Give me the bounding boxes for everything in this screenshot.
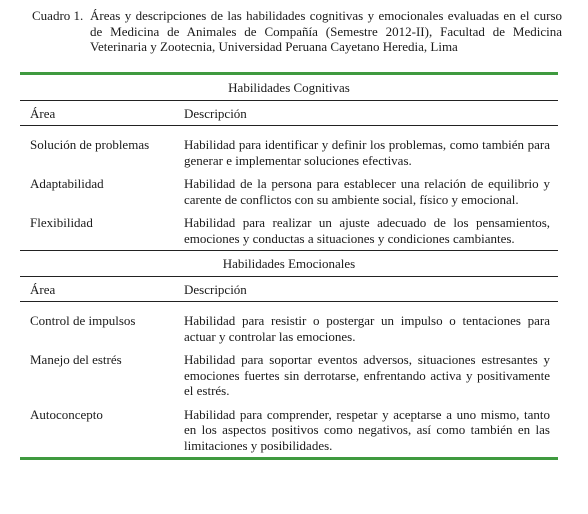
section-title-cognitive: Habilidades Cognitivas	[228, 80, 350, 95]
column-header-description: Descripción	[184, 105, 247, 121]
caption-label: Cuadro 1.	[32, 8, 84, 23]
row-area: Solución de problemas	[30, 137, 150, 152]
section-title-emotional: Habilidades Emocionales	[222, 256, 356, 271]
skills-table	[20, 72, 558, 460]
table-caption	[32, 8, 562, 55]
column-header-row	[20, 277, 558, 302]
table-row	[20, 126, 558, 168]
row-area: Flexibilidad	[30, 215, 93, 230]
column-header-area: Área	[30, 281, 56, 297]
caption-text: Áreas y descripciones de las habilidades cognitivas y emocionales evaluadas en el curso de Medicina de Animales de Compañía (Semestre 2012-II), Facultad de Medicina Veterinaria y Zootecnia, Universidad Peruana Cayetano Heredia, Lima	[90, 8, 562, 54]
row-area: Manejo del estrés	[30, 352, 122, 367]
row-description: Habilidad para resistir o postergar un impulso o tentaciones para actuar y controlar las emociones.	[184, 313, 550, 344]
bottom-green-rule	[20, 457, 558, 460]
row-description: Habilidad para soportar eventos adversos, situaciones estresantes y emociones fuertes sin derrotarse, enfrentando activa y positivamente el estrés.	[184, 352, 550, 398]
table-row	[20, 168, 558, 207]
row-area: Control de impulsos	[30, 313, 136, 328]
table-row	[20, 302, 558, 344]
table-row	[20, 399, 558, 458]
row-description: Habilidad para comprender, respetar y aceptarse a uno mismo, tanto en los aspectos positivos como negativos, así como también en las limitaciones y posibilidades.	[184, 406, 550, 453]
table-row	[20, 344, 558, 399]
column-header-row	[20, 101, 558, 126]
row-area: Adaptabilidad	[30, 176, 104, 191]
row-description: Habilidad para realizar un ajuste adecuado de los pensamientos, emociones y conductas a situaciones y condiciones cambiantes.	[184, 215, 550, 246]
row-area: Autoconcepto	[30, 406, 103, 422]
column-header-description: Descripción	[184, 281, 247, 297]
column-header-area: Área	[30, 105, 56, 121]
row-description: Habilidad de la persona para establecer una relación de equilibrio y carente de conflictos con su ambiente social, físico y emocional.	[184, 176, 550, 207]
table-row	[20, 207, 558, 250]
row-description: Habilidad para identificar y definir los problemas, como también para generar e implementar soluciones efectivas.	[184, 137, 550, 168]
